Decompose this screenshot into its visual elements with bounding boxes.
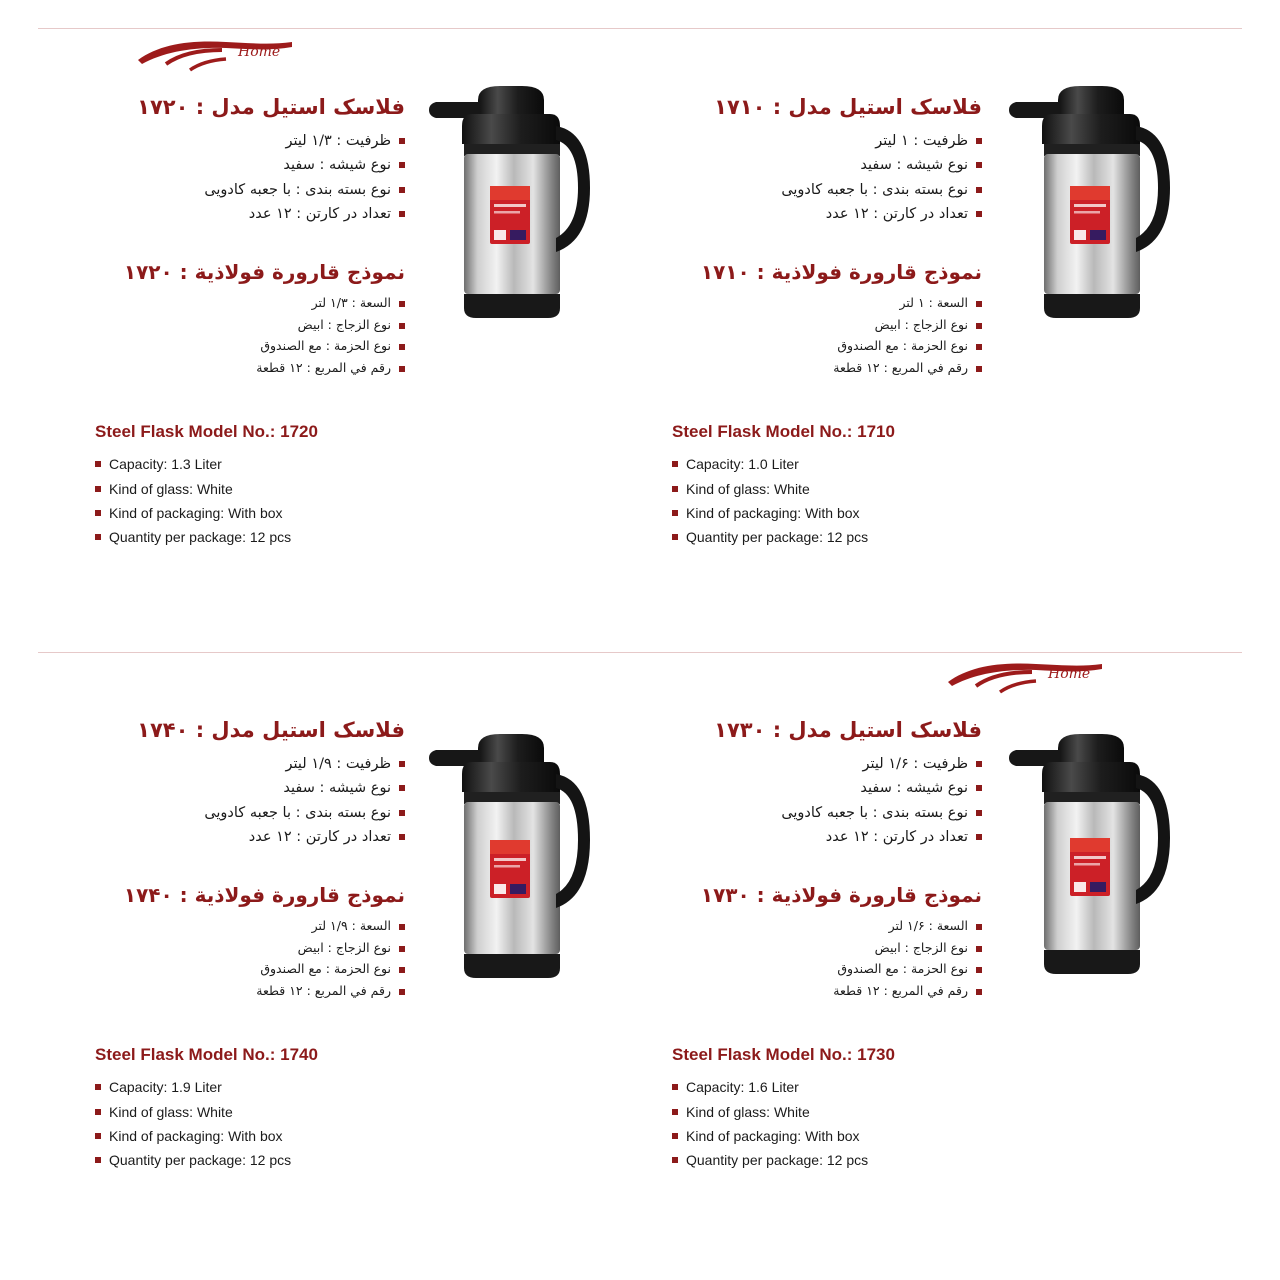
spec-item: Kind of packaging: With box: [672, 501, 1052, 525]
spec-item: Capacity: 1.6 Liter: [672, 1075, 1052, 1099]
spec-item: Kind of glass: White: [95, 1100, 475, 1124]
product-image-1740: [420, 710, 610, 985]
spec-item: Kind of packaging: With box: [672, 1124, 1052, 1148]
spec-item: تعداد در کارتن : ۱۲ عدد: [672, 202, 982, 226]
product-1730-en-specs: [672, 1075, 1052, 1171]
spec-item: Kind of glass: White: [95, 477, 475, 501]
product-1730-ar-specs: [672, 915, 982, 1001]
spec-item: نوع الحزمة : مع الصندوق: [672, 335, 982, 357]
spec-item: نوع بسته بندی : با جعبه کادویی: [672, 178, 982, 202]
spec-item: Capacity: 1.0 Liter: [672, 452, 1052, 476]
spec-item: السعة : ۱/۳ لتر: [95, 292, 405, 314]
spec-item: Quantity per package: 12 pcs: [95, 1148, 475, 1172]
spec-item: نوع الحزمة : مع الصندوق: [95, 335, 405, 357]
spec-item: Capacity: 1.9 Liter: [95, 1075, 475, 1099]
home-logo: [130, 30, 300, 76]
product-1710-fa-specs: [672, 129, 982, 226]
product-1740-ar-specs: [95, 915, 405, 1001]
product-1720-en-title: Steel Flask Model No.: 1720: [95, 422, 318, 442]
spec-item: نوع بسته بندی : با جعبه کادویی: [95, 801, 405, 825]
spec-item: نوع الحزمة : مع الصندوق: [95, 958, 405, 980]
spec-item: السعة : ۱/۹ لتر: [95, 915, 405, 937]
spec-item: رقم في المربع : ۱۲ قطعة: [672, 357, 982, 379]
spec-item: نوع الحزمة : مع الصندوق: [672, 958, 982, 980]
product-1740-en-specs: [95, 1075, 475, 1171]
product-1730-en-block: [672, 1045, 1232, 1171]
product-1720-en-specs: [95, 452, 475, 548]
product-1720-ar-title: نموذج قارورة فولاذية : ۱۷۲۰: [123, 260, 405, 285]
product-1710-en-specs: [672, 452, 1052, 548]
spec-item: ظرفیت : ۱ لیتر: [672, 129, 982, 153]
spec-item: رقم في المربع : ۱۲ قطعة: [672, 980, 982, 1002]
product-1710-en-block: [672, 422, 1232, 548]
spec-item: نوع شیشه : سفید: [95, 776, 405, 800]
spec-item: Kind of glass: White: [672, 477, 1052, 501]
spec-item: نوع الزجاج : ابيض: [95, 314, 405, 336]
spec-item: نوع بسته بندی : با جعبه کادویی: [95, 178, 405, 202]
spec-item: نوع شیشه : سفید: [672, 153, 982, 177]
spec-item: Capacity: 1.3 Liter: [95, 452, 475, 476]
spec-item: نوع الزجاج : ابيض: [95, 937, 405, 959]
spec-item: نوع بسته بندی : با جعبه کادویی: [672, 801, 982, 825]
product-1720-ar-specs: [95, 292, 405, 378]
product-1710-en-title: Steel Flask Model No.: 1710: [672, 422, 895, 442]
spec-item: رقم في المربع : ۱۲ قطعة: [95, 357, 405, 379]
spec-item: Quantity per package: 12 pcs: [672, 1148, 1052, 1172]
spec-item: Kind of packaging: With box: [95, 1124, 475, 1148]
spec-item: السعة : ۱/۶ لتر: [672, 915, 982, 937]
spec-item: نوع الزجاج : ابيض: [672, 314, 982, 336]
product-1730-ar-title: نموذج قارورة فولاذية : ۱۷۳۰: [700, 883, 982, 908]
spec-item: تعداد در کارتن : ۱۲ عدد: [95, 825, 405, 849]
spec-item: ظرفیت : ۱/۹ لیتر: [95, 752, 405, 776]
product-1710-fa-title: فلاسک استیل مدل : ۱۷۱۰: [714, 95, 982, 119]
spec-item: نوع شیشه : سفید: [95, 153, 405, 177]
spec-item: Quantity per package: 12 pcs: [672, 525, 1052, 549]
spec-item: رقم في المربع : ۱۲ قطعة: [95, 980, 405, 1002]
product-1740-fa-title: فلاسک استیل مدل : ۱۷۴۰: [137, 718, 405, 742]
product-1740-en-block: [95, 1045, 655, 1171]
spec-item: السعة : ۱ لتر: [672, 292, 982, 314]
product-1720-fa-specs: [95, 129, 405, 226]
product-1730-fa-specs: [672, 752, 982, 849]
home-logo-text: Home: [1048, 666, 1091, 682]
sheet-separator: [0, 626, 1280, 652]
product-1740-ar-title: نموذج قارورة فولاذية : ۱۷۴۰: [123, 883, 405, 908]
spec-item: ظرفیت : ۱/۶ لیتر: [672, 752, 982, 776]
product-image-1730: [1000, 710, 1190, 985]
spec-item: تعداد در کارتن : ۱۲ عدد: [672, 825, 982, 849]
product-1740-en-title: Steel Flask Model No.: 1740: [95, 1045, 318, 1065]
spec-item: نوع الزجاج : ابيض: [672, 937, 982, 959]
spec-item: تعداد در کارتن : ۱۲ عدد: [95, 202, 405, 226]
spec-item: نوع شیشه : سفید: [672, 776, 982, 800]
spec-item: Kind of glass: White: [672, 1100, 1052, 1124]
product-1740-fa-specs: [95, 752, 405, 849]
product-1710-ar-title: نموذج قارورة فولاذية : ۱۷۱۰: [700, 260, 982, 285]
product-1710-ar-specs: [672, 292, 982, 378]
product-image-1720: [420, 62, 610, 337]
home-logo: [940, 652, 1110, 698]
product-1720-en-block: [95, 422, 655, 548]
spec-item: Kind of packaging: With box: [95, 501, 475, 525]
product-1720-fa-title: فلاسک استیل مدل : ۱۷۲۰: [137, 95, 405, 119]
product-image-1710: [1000, 62, 1190, 337]
spec-item: ظرفیت : ۱/۳ لیتر: [95, 129, 405, 153]
spec-item: Quantity per package: 12 pcs: [95, 525, 475, 549]
product-1730-en-title: Steel Flask Model No.: 1730: [672, 1045, 895, 1065]
home-logo-text: Home: [238, 44, 281, 60]
product-1730-fa-title: فلاسک استیل مدل : ۱۷۳۰: [714, 718, 982, 742]
